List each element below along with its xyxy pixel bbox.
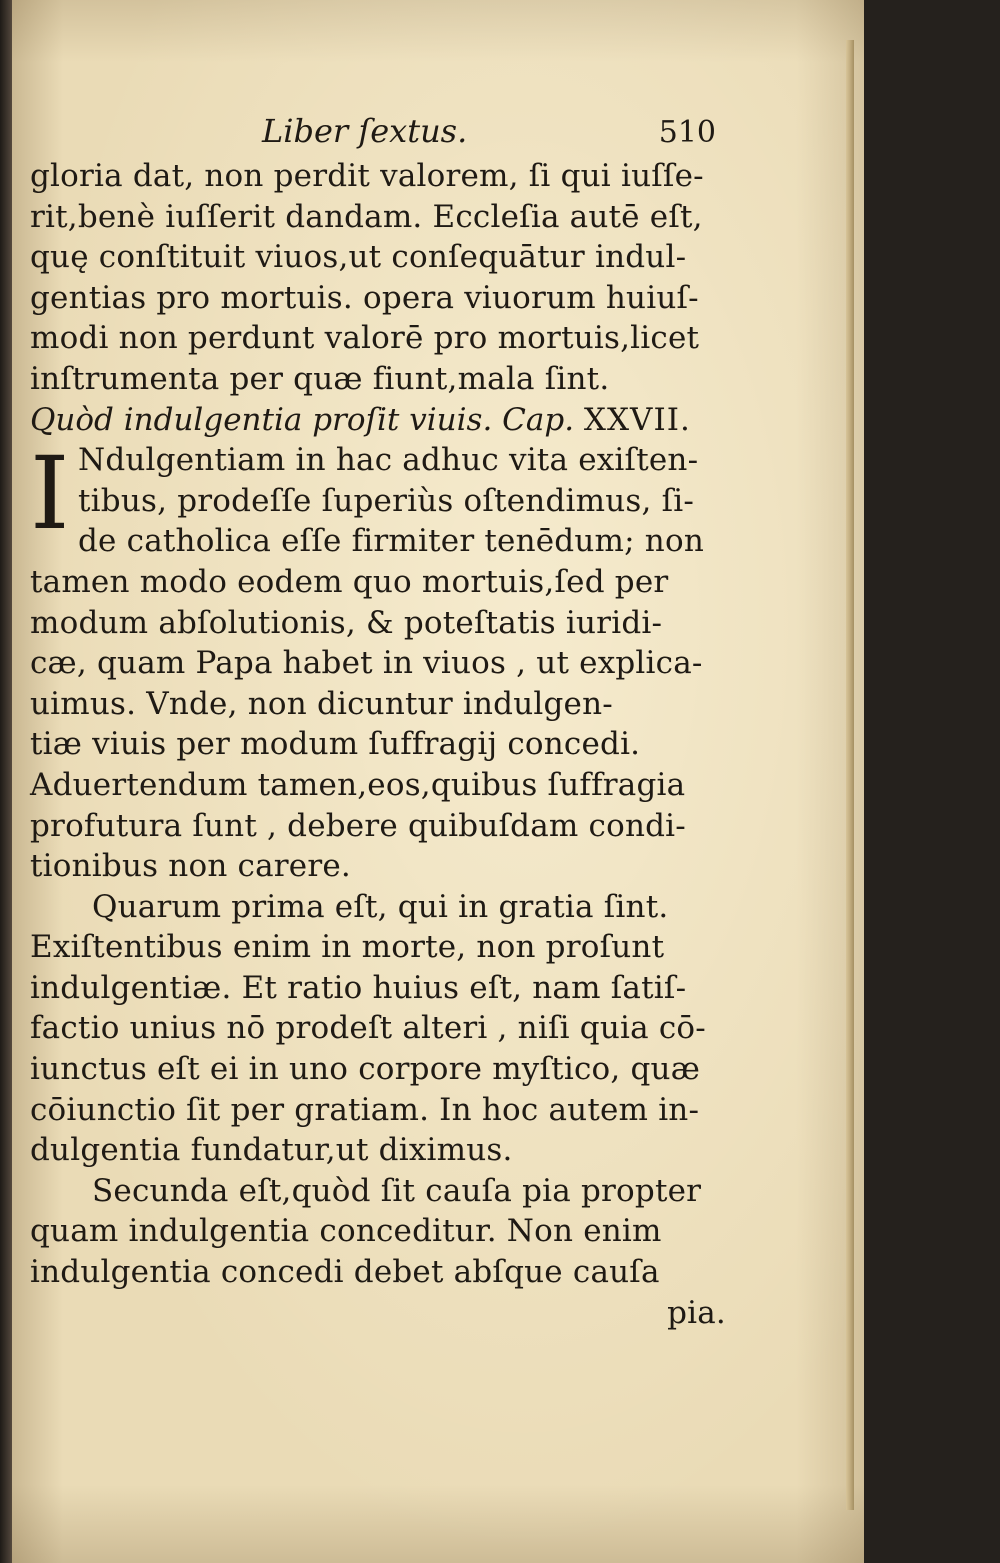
chapter-number: XXVII. bbox=[583, 401, 691, 438]
page-edge bbox=[846, 40, 854, 1510]
text-line: gentias pro mortuis. opera viuorum huiuſ- bbox=[30, 279, 699, 316]
chapter-opening bbox=[30, 435, 730, 562]
text-line: cæ, quam Papa habet in viuos , ut explica- bbox=[30, 645, 703, 682]
text-line: inſtrumenta per quæ fiunt,mala ſint. bbox=[30, 360, 610, 397]
text-line: profutura ſunt , debere quibuſdam condi- bbox=[30, 807, 686, 844]
text-line: quam indulgentia conceditur. Non enim bbox=[30, 1213, 662, 1250]
text-line: iunctus eſt ei in uno corpore myſtico, quæ bbox=[30, 1051, 701, 1088]
chapter-heading-title: Quòd indulgentia proſit viuis. Cap. bbox=[30, 401, 575, 438]
text-line: Ndulgentiam in hac adhuc vita exiſten- bbox=[78, 442, 699, 479]
text-line: indulgentia concedi debet abſque cauſa bbox=[30, 1254, 660, 1291]
text-line: tamen modo eodem quo mortuis,ſed per bbox=[30, 563, 669, 600]
page-text bbox=[30, 112, 730, 1333]
text-line: tiæ viuis per modum ſuffragij concedi. bbox=[30, 726, 641, 763]
text-line: tibus, prodeſſe ſuperiùs oſtendimus, ſi- bbox=[78, 482, 695, 519]
drop-cap: I bbox=[30, 435, 70, 553]
page-number: 510 bbox=[658, 115, 716, 150]
text-line: factio unius nō prodeſt alteri , niſi quia cō- bbox=[30, 1010, 706, 1047]
text-line: Secunda eſt,quòd ſit cauſa pia propter bbox=[92, 1172, 702, 1209]
text-line: cōiunctio ſit per gratiam. In hoc autem in- bbox=[30, 1091, 700, 1128]
chapter-heading bbox=[30, 400, 730, 441]
text-line: gloria dat, non perdit valorem, ſi qui iuſſe- bbox=[30, 158, 704, 194]
catchword: pia. bbox=[667, 1294, 726, 1331]
text-line: uimus. Vnde, non dicuntur indulgen- bbox=[30, 685, 613, 722]
text-line: Exiſtentibus enim in morte, non proſunt bbox=[30, 929, 665, 966]
text-line: indulgentiæ. Et ratio huius eſt, nam ſatiſ- bbox=[30, 969, 687, 1006]
dark-background bbox=[864, 0, 1000, 1563]
text-line: quę conſtituit viuos,ut conſequātur indul- bbox=[30, 239, 687, 276]
text-line: modum abſolutionis, & poteſtatis iuridi- bbox=[30, 604, 663, 641]
text-line: de catholica eſſe firmiter tenēdum; non bbox=[78, 523, 704, 560]
text-line: Aduertendum tamen,eos,quibus ſuffragia bbox=[30, 766, 686, 803]
text-line: Quarum prima eſt, qui in gratia ſint. bbox=[92, 888, 669, 925]
text-line: tionibus non carere. bbox=[30, 848, 351, 885]
text-line: dulgentia fundatur,ut diximus. bbox=[30, 1132, 513, 1169]
running-head-title: Liber ſextus. bbox=[262, 112, 468, 150]
text-line: modi non perdunt valorē pro mortuis,licet bbox=[30, 320, 700, 357]
running-head bbox=[30, 112, 720, 156]
text-line: rit,benè iuſſerit dandam. Eccleſia autē eſt, bbox=[30, 198, 703, 235]
